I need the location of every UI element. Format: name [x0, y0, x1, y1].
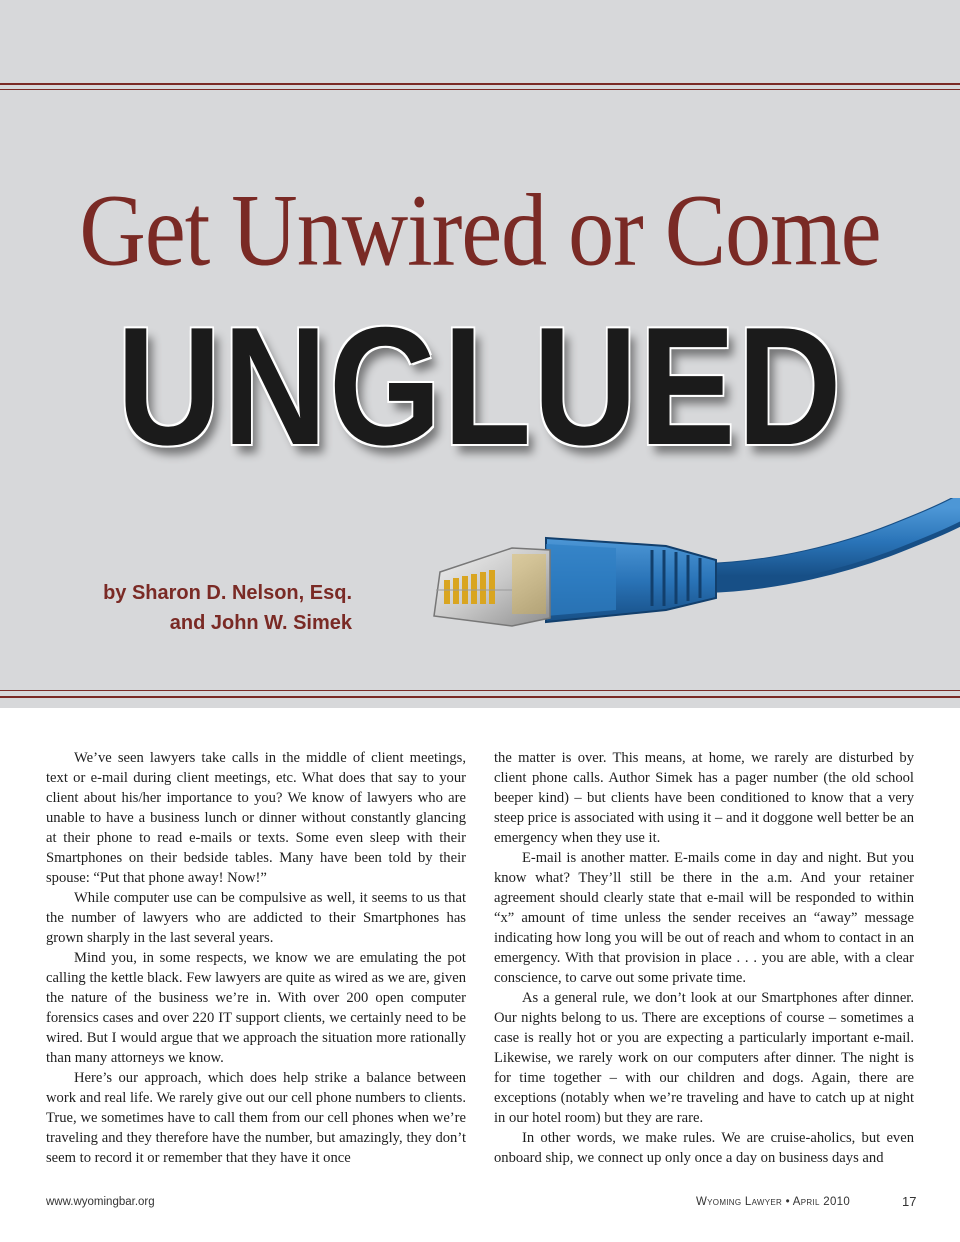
top-rule: [0, 83, 960, 85]
byline-line2: and John W. Simek: [169, 612, 352, 634]
paragraph: As a general rule, we don’t look at our Smartphones after dinner. Our nights belong to us. There are exceptions of course – sometimes a case is really hot or you are expecting a particularly important e-mail. Likewise, we rarely work on our computers after dinner. The night is for time together – with our children and dogs. Again, there are exceptions (notably when we’re traveling and have to catch up at night in our hotel room) but they are rare.: [494, 990, 914, 1126]
paragraph: In other words, we make rules. We are cruise-aholics, but even onboard ship, we connect up only once a day on business days and: [494, 1130, 914, 1166]
footer-url: www.wyomingbar.org: [46, 1196, 155, 1208]
bottom-rule-thin: [0, 690, 960, 691]
paragraph: Here’s our approach, which does help strike a balance between work and real life. We rarely give out our cell phone numbers to clients. True, we sometimes have to call them from our cell phones when we’re traveling and they therefore have the number, but amazingly, they don’t seem to record it or remember that they have it once: [46, 1070, 466, 1166]
top-rule-thin: [0, 89, 960, 90]
footer-magazine: Wyoming Lawyer • April 2010: [696, 1196, 851, 1208]
ethernet-cable-icon: [416, 498, 960, 658]
bottom-rule: [0, 696, 960, 698]
body-column-left: [46, 748, 466, 1168]
author-byline: [40, 578, 352, 638]
paragraph-continued: the matter is over. This means, at home, we rarely are disturbed by client phone calls. Author Simek has a pager number (the old school beeper kind) – but clients have been conditioned to know that a very steep price is associated with using it – and it doggone well better be an emergency when they use it.: [494, 750, 914, 846]
body-column-right: [494, 748, 914, 1168]
paragraph: Mind you, in some respects, we know we are emulating the pot calling the kettle black. Few lawyers are quite as wired as we are, given the nature of the business we’re in. With over 200 open computer forensics cases and over 220 IT support clients, we certainly need to be wired. But I would argue that we approach the situation more rationally than many attorneys we know.: [46, 950, 466, 1066]
article-title-line1: Get Unwired or Come: [79, 172, 881, 287]
paragraph: E-mail is another matter. E-mails come in day and night. But you know what? They’ll still be there in the a.m. And your retainer agreement should clearly state that e-mail will be responded to within “x” amount of time unless the sender receives an “away” message indicating how long you will be out of reach and whom to contact in an emergency. With that provision in place . . . you are able, with a clear conscience, to carve out some private time.: [494, 850, 914, 986]
paragraph: We’ve seen lawyers take calls in the middle of client meetings, text or e-mail during client meetings, etc. What does that say to your client about his/her importance to you? We know of lawyers who are unable to have a business lunch or dinner without constantly glancing at their phone to read e-mails or texts. Some even sleep with their Smartphones on their bedside tables. Many have been told by their spouse: “Put that phone away! Now!”: [46, 750, 466, 886]
article-title-line2: UNGLUED: [116, 292, 844, 480]
byline-line1: by Sharon D. Nelson, Esq.: [103, 582, 352, 604]
paragraph: While computer use can be compulsive as well, it seems to us that the number of lawyers who are addicted to their Smartphones has grown sharply in the last several years.: [46, 890, 466, 946]
page-number: 17: [902, 1194, 917, 1209]
